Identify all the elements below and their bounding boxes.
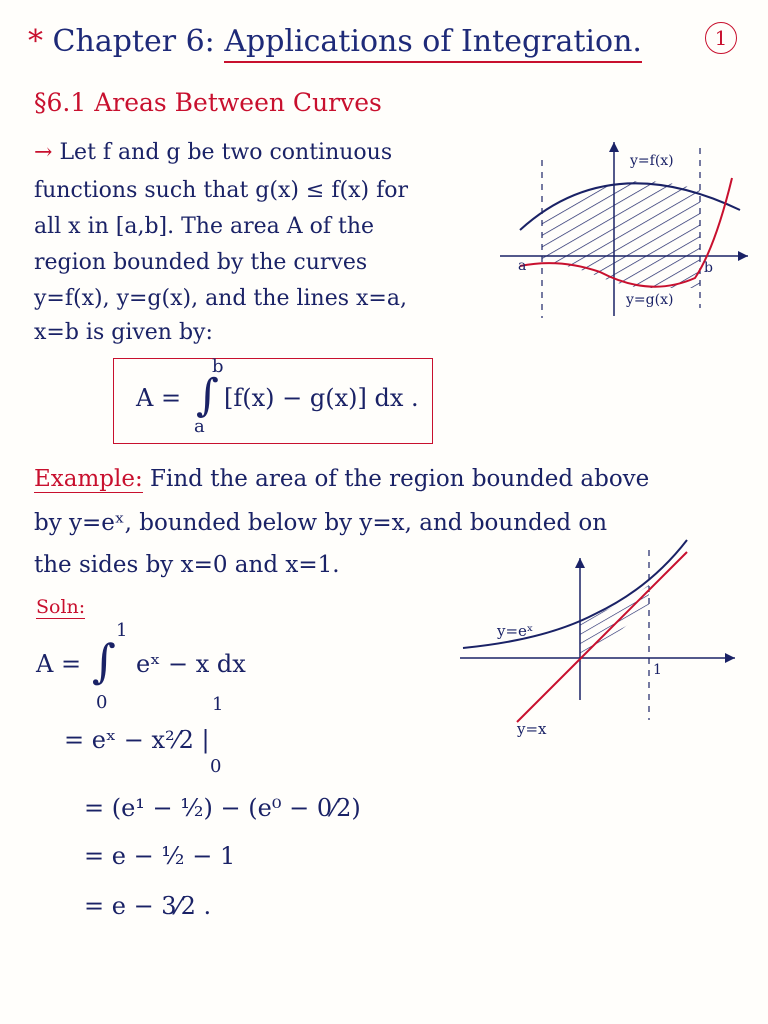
chapter-prefix: Chapter 6: <box>52 24 215 59</box>
example-label: Example: <box>34 466 143 492</box>
example-line-1 <box>34 466 649 492</box>
solution-step-4: = e − ½ − 1 <box>84 842 236 870</box>
one-label: 1 <box>653 662 662 678</box>
solution-lower-limit: 0 <box>96 692 108 713</box>
g-label: y=g(x) <box>626 292 674 308</box>
example-line-2: by y=eˣ, bounded below by y=x, and bounded on <box>34 510 608 536</box>
a-label: a <box>518 258 527 274</box>
example-line-3: the sides by x=0 and x=1. <box>34 552 340 578</box>
integral-icon-2: ∫ <box>92 634 116 688</box>
solution-step-2-lower: 0 <box>210 756 222 777</box>
definition-line-5: y=f(x), y=g(x), and the lines x=a, <box>34 286 407 311</box>
exp-label: y=eˣ <box>497 622 534 640</box>
arrow-icon: → <box>34 140 53 165</box>
chapter-title: Applications of Integration. <box>224 24 642 63</box>
solution-step-3: = (e¹ − ½) − (e⁰ − 0⁄2) <box>84 794 361 822</box>
definition-line-6: x=b is given by: <box>34 320 213 345</box>
solution-step-2-upper: 1 <box>212 694 224 715</box>
line-label: y=x <box>517 720 547 738</box>
integral-icon: ∫ <box>196 370 219 421</box>
solution-step-1-integrand: eˣ − x dx <box>136 650 246 678</box>
definition-line-4: region bounded by the curves <box>34 250 368 275</box>
definition-line-3: all x in [a,b]. The area A of the <box>34 214 375 239</box>
formula-upper-limit: b <box>212 356 224 377</box>
b-label: b <box>704 260 713 276</box>
solution-step-2: = eˣ − x²⁄2 | <box>64 726 210 754</box>
page-number-text: 1 <box>714 26 728 50</box>
chapter-header <box>28 24 642 59</box>
f-label: y=f(x) <box>630 153 674 169</box>
solution-label: Soln: <box>36 596 86 618</box>
area-between-curves-graph <box>490 138 760 328</box>
solution-step-5: = e − 3⁄2 . <box>84 892 212 920</box>
solution-upper-limit: 1 <box>116 620 128 641</box>
definition-line-2: functions such that g(x) ≤ f(x) for <box>34 178 408 203</box>
definition-line-1 <box>34 140 392 165</box>
example-text-1: Find the area of the region bounded above <box>150 466 650 492</box>
formula-lhs: A = <box>136 384 182 412</box>
solution-step-1-lhs: A = <box>36 650 82 678</box>
page-number <box>705 22 737 54</box>
section-title: §6.1 Areas Between Curves <box>34 88 382 117</box>
formula-integrand: [f(x) − g(x)] dx . <box>224 384 419 412</box>
exp-vs-line-graph <box>455 540 745 740</box>
star-icon: * <box>28 24 43 59</box>
formula-lower-limit: a <box>194 416 205 437</box>
definition-text-1: Let f and g be two continuous <box>59 140 393 165</box>
